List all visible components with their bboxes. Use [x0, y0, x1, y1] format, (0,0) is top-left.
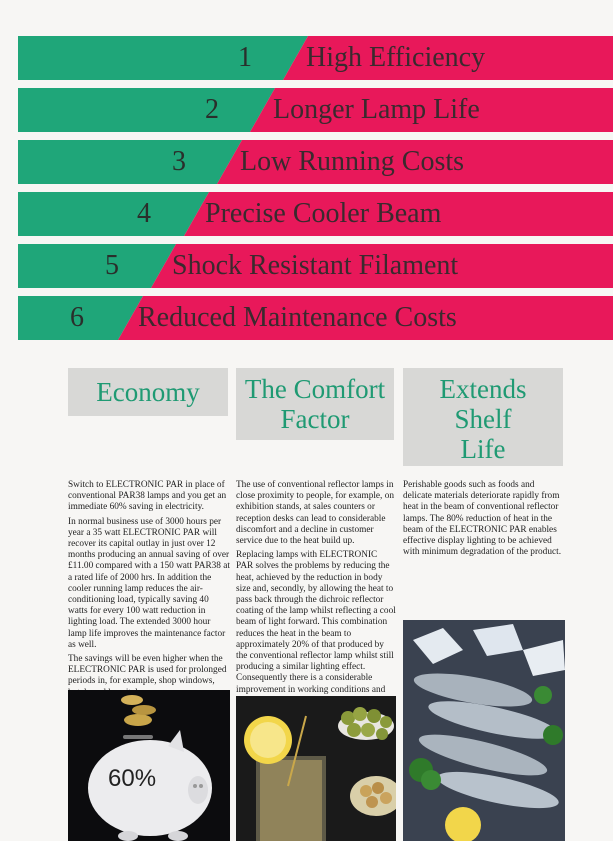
- band-4-label: Precise Cooler Beam: [205, 198, 442, 229]
- band-3-label: Low Running Costs: [240, 146, 465, 177]
- band-4: [18, 192, 613, 236]
- shelf-heading-line2: Shelf: [454, 404, 512, 434]
- band-6-number: 6: [70, 302, 84, 333]
- band-4-number: 4: [137, 198, 151, 229]
- band-3-number: 3: [172, 146, 186, 177]
- band-5: [18, 244, 613, 288]
- piggy-bank-label: 60%: [108, 765, 157, 792]
- shelf-heading-box: [403, 368, 563, 466]
- shelf-paragraph-1: Perishable goods such as foods and delicate materials deteriorate rapidly from heat in the beam of conventional reflector lamps. The 80% reduction of heat in the beam of the ELECTRONIC PAR enables effective display lighting to be achieved with minimum degradation of the product.: [403, 480, 562, 558]
- shelf-text: [403, 480, 565, 561]
- shelf-heading-line1: Extends: [439, 374, 527, 404]
- piggy-bank-photo: [68, 690, 230, 841]
- band-6: [18, 296, 613, 340]
- comfort-heading-box: [236, 368, 394, 440]
- band-1-number: 1: [238, 42, 252, 73]
- economy-heading: Economy: [96, 377, 200, 407]
- comfort-heading-line2: Factor: [280, 404, 350, 434]
- band-5-label: Shock Resistant Filament: [172, 250, 459, 281]
- comfort-paragraph-2: Replacing lamps with ELECTRONIC PAR solves the problems by reducing the heat, achieved by the reduction in body size and, secondly, by allowing the heat to pass back through the dichroic reflector coating of the lamp whilst reflecting a cool beam of light forward. This combination reduces the heat in the beam to approximately 20% of that produced by the conventional reflector lamp whilst still producing a similar lighting effect. Consequently there is a considerable improvement in working conditions and: [236, 550, 396, 695]
- economy-paragraph-1: Switch to ELECTRONIC PAR in place of conventional PAR38 lamps and you get an immediate 60% saving in electricity.: [68, 480, 227, 513]
- shelf-heading-line3: Life: [460, 434, 506, 464]
- band-3: [18, 140, 613, 184]
- economy-paragraph-2: In normal business use of 3000 hours per year a 35 watt ELECTRONIC PAR will recover its capital outlay in just over 12 months producing an annual saving of over £11.00 compared with a 150 watt PAR38 at a rated life of 2000 hrs. In addition the cooler running lamp reduces the air-conditioning load, typically saving 40 watts for every 100 watt reduction in lighting load. The extended 3000 hour lamp life improves the maintenance factor as well.: [68, 516, 230, 650]
- band-6-label: Reduced Maintenance Costs: [138, 302, 457, 333]
- band-2-number: 2: [205, 94, 219, 125]
- economy-heading-box: [68, 368, 228, 416]
- economy-text: [68, 480, 230, 702]
- fish-ice-photo: [403, 620, 565, 841]
- comfort-heading-line1: The Comfort: [244, 374, 386, 404]
- comfort-text: [236, 480, 396, 710]
- band-2-label: Longer Lamp Life: [273, 94, 480, 125]
- drinks-olives-photo: [236, 696, 396, 841]
- band-1-label: High Efficiency: [306, 42, 486, 73]
- band-5-number: 5: [105, 250, 119, 281]
- band-2: [18, 88, 613, 132]
- band-1: [18, 36, 613, 80]
- comfort-paragraph-1: The use of conventional reflector lamps in close proximity to people, for example, on exhibition stands, at sales counters or reception desks can lead to considerable discomfort and a decline in customer service due to the heat build up.: [236, 480, 395, 547]
- economy-paragraph-3: The savings will be even higher when the ELECTRONIC PAR is used for prolonged periods in, for example, shop windows,: [68, 654, 227, 687]
